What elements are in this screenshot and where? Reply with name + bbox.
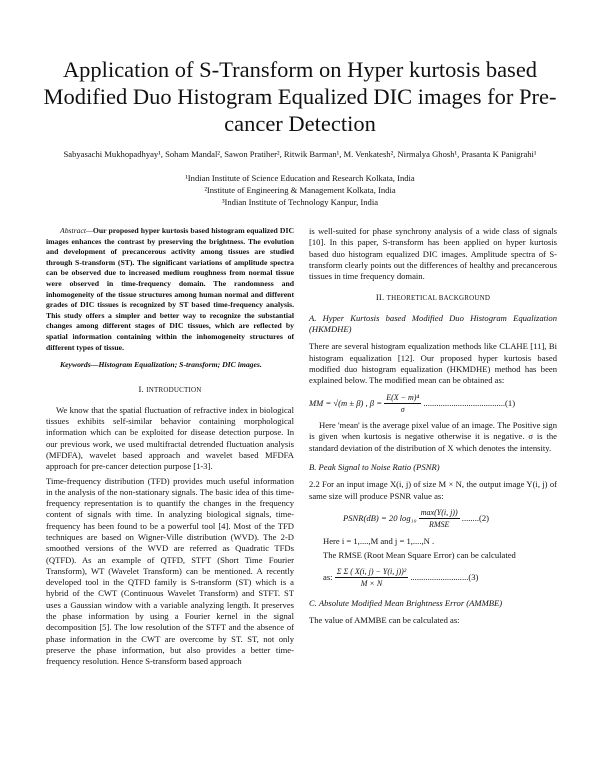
equation-3 bbox=[309, 566, 557, 590]
equation-1-number: ......................................(1) bbox=[423, 397, 516, 408]
equation-2-lhs: PSNR(dB) = 20 log₁₀ bbox=[343, 512, 417, 523]
intro-paragraph-2: Time-frequency distribution (TFD) provides much useful information in the analysis of the non-stationary signals. The basic idea of this time-frequency representation is to quantify the changes in the frequency content of signals with time. In analyzing biological signals, time-frequency has been found to be a powerful tool [4]. Most of the TFD techniques are based on Wigner-Ville distribution (WVD). The 2-D smoothed versions of the WVD are referred as Quadratic TFDs (QTFD). As an example of QTFD, STFT (Short Time Fourier Transform), WT (Wavelet Transform) can be mentioned. A recently developed tool in the QTFD family is S-transform (ST) which is a hybrid of the CWT (Continuous Wavelet Transform) and STFT. ST uses a Gaussian window with a variable analyzing length. It preserves the phase information by using a Fourier kernel in the signal decomposition [5]. The low resolution of the STFT and the absence of phase information in the CWT are overcome by ST. ST, not only preserve the phase information, but also provides a better time-frequency resolution. Hence S-transform based approach bbox=[46, 475, 294, 667]
equation-3-lhs: as: bbox=[323, 571, 333, 582]
right-paragraph-1: is well-suited for phase synchrony analysis of a wide class of signals [10]. In this paper, S-transform has been applied on hyper kurtosis based duo histogram equalized DIC images. Amplitude spectra of S-transform clearly points out the differences of healthy and precancerous tissues in time frequency domain. bbox=[309, 226, 557, 282]
subsection-a-paragraph: There are several histogram equalization methods like CLAHE [11], Bi histogram equalization [12]. Our proposed hyper kurtosis based modified duo histogram equalization (HKMDHE) method has been explained below. The modified mean can be obtained as: bbox=[309, 341, 557, 386]
equation-3-number: ...........................(3) bbox=[410, 571, 479, 582]
subsection-a-title: A. Hyper Kurtosis based Modified Duo Histogram Equalization (HKMDHE) bbox=[309, 312, 557, 335]
affiliation-2: ²Institute of Engineering & Management Kolkata, India bbox=[204, 185, 396, 195]
affiliation-1: ¹Indian Institute of Science Education and Research Kolkata, India bbox=[185, 173, 415, 183]
equation-2-number: ........(2) bbox=[461, 512, 490, 523]
abstract bbox=[46, 226, 294, 353]
subsection-c-title: C. Absolute Modified Mean Brightness Error (AMMBE) bbox=[309, 597, 503, 608]
right-column bbox=[309, 226, 557, 626]
abstract-label: Abstract— bbox=[60, 226, 93, 235]
left-column bbox=[46, 226, 294, 668]
subsection-b-paragraph-2: Here i = 1,....,M and j = 1,....,N . bbox=[323, 535, 435, 546]
equation-1-lhs: MM = √(m ± β) , β = bbox=[309, 397, 383, 408]
equation-1 bbox=[309, 392, 557, 416]
equation-3-fraction: $\frac{\text{Σ Σ ( X(i, j) − Y(i, j))²}}{M \times N}$ bbox=[336, 567, 407, 589]
section-heading-theory bbox=[309, 292, 557, 304]
equation-2-fraction: $\frac{\max(Y(i, j))}{\text{RMSE}}$ bbox=[420, 507, 458, 530]
paper-title: Application of S-Transform on Hyper kurtosis based Modified Duo Histogram Equalized DIC images for Pre-cancer Detection bbox=[43, 57, 557, 136]
affiliation-3: ³Indian Institute of Technology Kanpur, India bbox=[221, 197, 379, 207]
section-title: INTRODUCTION bbox=[146, 386, 202, 395]
section-heading-introduction bbox=[46, 384, 294, 396]
section-title: THEORETICAL BACKGROUND bbox=[386, 294, 491, 303]
equation-2 bbox=[309, 507, 557, 531]
subsection-c-paragraph: The value of AMMBE can be calculated as: bbox=[309, 615, 460, 626]
author-list: Sabyasachi Mukhopadhyay¹, Soham Mandal², Sawon Pratiher², Ritwik Barman¹, M. Venkatesh², Nirmalya Ghosh¹, Prasanta K Panigrahi¹ bbox=[63, 149, 537, 159]
subsection-a-paragraph-2: Here 'mean' is the average pixel value of an image. The Positive sign is given when kurtosis is negative otherwise it is negative. σ is the standard deviation of the distribution of X which denotes the intensity. bbox=[309, 420, 557, 453]
keywords: Keywords—Histogram Equalization; S-transform; DIC images. bbox=[60, 360, 262, 370]
section-number: II. bbox=[375, 292, 385, 303]
abstract-text: Our proposed hyper kurtosis based histogram equalized DIC images enhances the contrast by preserving the brightness. The evolution and development of precancerous activity among tissues are studied through S-transform (ST). The significant variations of amplitude spectra can be observed due to increased medium roughness from normal tissue were observed in time-frequency domain. The randomness and inhomogeneity of the tissue structures among human normal and different grades of DIC tissues is recognized by ST based time-frequency analysis. This study offers a simpler and better way to recognize the substantial changes among different stages of DIC tissues, which are reflected by spatial information containing within the inhomogeneity structures of different types of tissue. bbox=[46, 226, 294, 352]
subsection-b-paragraph-1: 2.2 For an input image X(i, j) of size M × N, the output image Y(i, j) of same size will produce PSNR value as: bbox=[309, 479, 557, 501]
section-number: I. bbox=[138, 384, 144, 395]
intro-paragraph-1: We know that the spatial fluctuation of refractive index in biological tissues exhibits self-similar behavior containing morphological information which can be exploited for disease detection purpose. In our previous work, we used multifractal detrended fluctuation analysis (MFDFA), wavelet based approach and wavelet based MFDFA approach for pre-cancer detection purpose [1-3]. bbox=[46, 404, 294, 472]
subsection-b-title: B. Peak Signal to Noise Ratio (PSNR) bbox=[309, 462, 440, 473]
subsection-b-paragraph-3: The RMSE (Root Mean Square Error) can be calculated bbox=[323, 549, 516, 560]
equation-1-fraction: $\frac{\text{E(X − m)⁴}}{\sigma}$ bbox=[386, 392, 420, 414]
